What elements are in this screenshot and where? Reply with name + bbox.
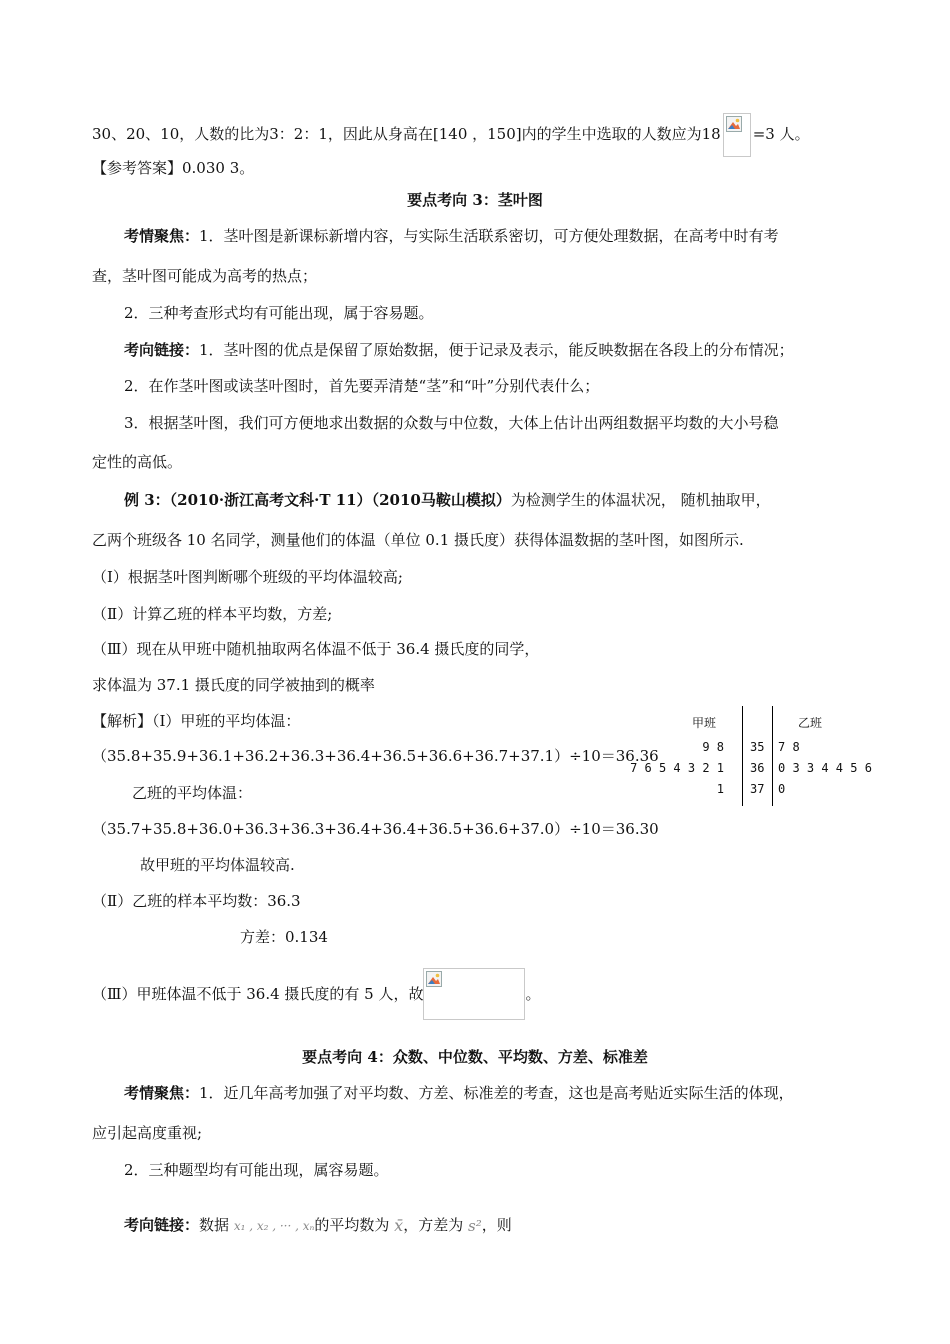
left-header: 甲班	[692, 716, 717, 730]
divider-line	[772, 706, 773, 806]
broken-image-icon	[423, 968, 525, 1020]
math-formula: x₁ , x₂ , ··· , xₙ	[233, 1219, 315, 1233]
label: 考情聚焦：	[124, 227, 200, 245]
text: 的平均数为	[314, 1216, 390, 1234]
divider-line	[742, 706, 743, 806]
right-header: 乙班	[798, 716, 823, 730]
stem: 36	[750, 761, 765, 775]
text-line: 2．在作茎叶图或读茎叶图时，首先要弄清楚“茎”和“叶”分别代表什么；	[124, 377, 600, 395]
text-line: 3．根据茎叶图，我们可方便地求出数据的众数与中位数，大体上估计出两组数据平均数的大小号稳	[124, 414, 779, 432]
stem-leaf-plot	[630, 706, 872, 806]
answer-line: 【参考答案】0.030 3。	[92, 159, 255, 177]
text: 数据	[199, 1216, 230, 1234]
text: （Ⅲ）甲班体温不低于 36.4 摄氏度的有 5 人，故	[92, 985, 424, 1003]
math-formula: x̄	[394, 1216, 404, 1235]
stem: 37	[750, 782, 765, 796]
leaf-right: 0 3 3 4 4 5 6	[778, 761, 872, 775]
analysis-line	[92, 968, 541, 1020]
analysis-line: 【解析】（Ⅰ）甲班的平均体温：	[92, 712, 301, 730]
text: ，方差为	[403, 1216, 464, 1234]
analysis-line: （35.7+35.8+36.0+36.3+36.3+36.4+36.4+36.5+36.6+37.0）÷10＝36.30	[92, 820, 659, 838]
section-heading: 要点考向 3：茎叶图	[407, 191, 543, 209]
text-line	[124, 340, 794, 360]
analysis-line: 故甲班的平均体温较高.	[140, 856, 295, 874]
leaf-left: 9 8	[702, 740, 724, 754]
question-2: （Ⅱ）计算乙班的样本平均数，方差;	[92, 605, 333, 623]
text: 30、20、10，人数的比为3：2：1，因此从身高在[140 ，150]内的学生中选取的人数应为18	[92, 125, 721, 143]
leaf-left: 7 6 5 4 3 2 1	[630, 761, 724, 775]
text-line: 乙两个班级各 10 名同学，测量他们的体温（单位 0.1 摄氏度）获得体温数据的茎叶图，如图所示.	[92, 531, 744, 549]
text-line	[124, 226, 779, 246]
leaf-right: 0	[778, 782, 786, 796]
stem: 35	[750, 740, 765, 754]
analysis-line: （35.8+35.9+36.1+36.2+36.3+36.4+36.5+36.6+36.7+37.1）÷10＝36.36	[92, 747, 659, 765]
section-heading: 要点考向 4：众数、中位数、平均数、方差、标准差	[302, 1048, 648, 1066]
example-label: 例 3：（2010·浙江高考文科·T 11）（2010马鞍山模拟）	[124, 491, 511, 509]
text-line	[124, 1083, 794, 1103]
question-3: （Ⅲ）现在从甲班中随机抽取两名体温不低于 36.4 摄氏度的同学，	[92, 640, 540, 658]
label: 考向链接：	[124, 341, 200, 359]
label: 考向链接：	[124, 1216, 200, 1234]
leaf-left: 1	[716, 782, 724, 796]
text-line: 2．三种考查形式均有可能出现，属于容易题。	[124, 304, 434, 322]
text: =3 人。	[752, 125, 810, 143]
text: ，则	[481, 1216, 512, 1234]
text: 为检测学生的体温状况， 随机抽取甲，	[510, 491, 771, 509]
analysis-line: 乙班的平均体温：	[132, 784, 253, 802]
leaf-right: 7 8	[778, 740, 800, 754]
analysis-line: （Ⅱ）乙班的样本平均数：36.3	[92, 892, 301, 910]
math-formula: s²	[468, 1217, 482, 1235]
text-line: 应引起高度重视;	[92, 1124, 203, 1142]
text: 。	[525, 985, 541, 1003]
text-line: 定性的高低。	[92, 453, 183, 471]
text: 1．近几年高考加强了对平均数、方差、标准差的考查，这也是高考贴近实际生活的体现，	[199, 1084, 794, 1102]
text: 1．茎叶图的优点是保留了原始数据，便于记录及表示，能反映数据在各段上的分布情况；	[199, 341, 794, 359]
text-line: 查，茎叶图可能成为高考的热点；	[92, 267, 318, 285]
label: 考情聚焦：	[124, 1084, 200, 1102]
question-3-cont: 求体温为 37.1 摄氏度的同学被抽到的概率	[92, 676, 375, 694]
broken-image-icon	[723, 113, 751, 157]
text: 1．茎叶图是新课标新增内容，与实际生活联系密切，可方便处理数据，在高考中时有考	[199, 227, 779, 245]
text-line	[124, 1215, 512, 1236]
example-line	[124, 490, 771, 510]
text-line	[92, 113, 810, 157]
text-line: 2．三种题型均有可能出现，属容易题。	[124, 1161, 389, 1179]
question-1: （Ⅰ）根据茎叶图判断哪个班级的平均体温较高;	[92, 568, 403, 586]
analysis-line: 方差：0.134	[240, 928, 328, 946]
